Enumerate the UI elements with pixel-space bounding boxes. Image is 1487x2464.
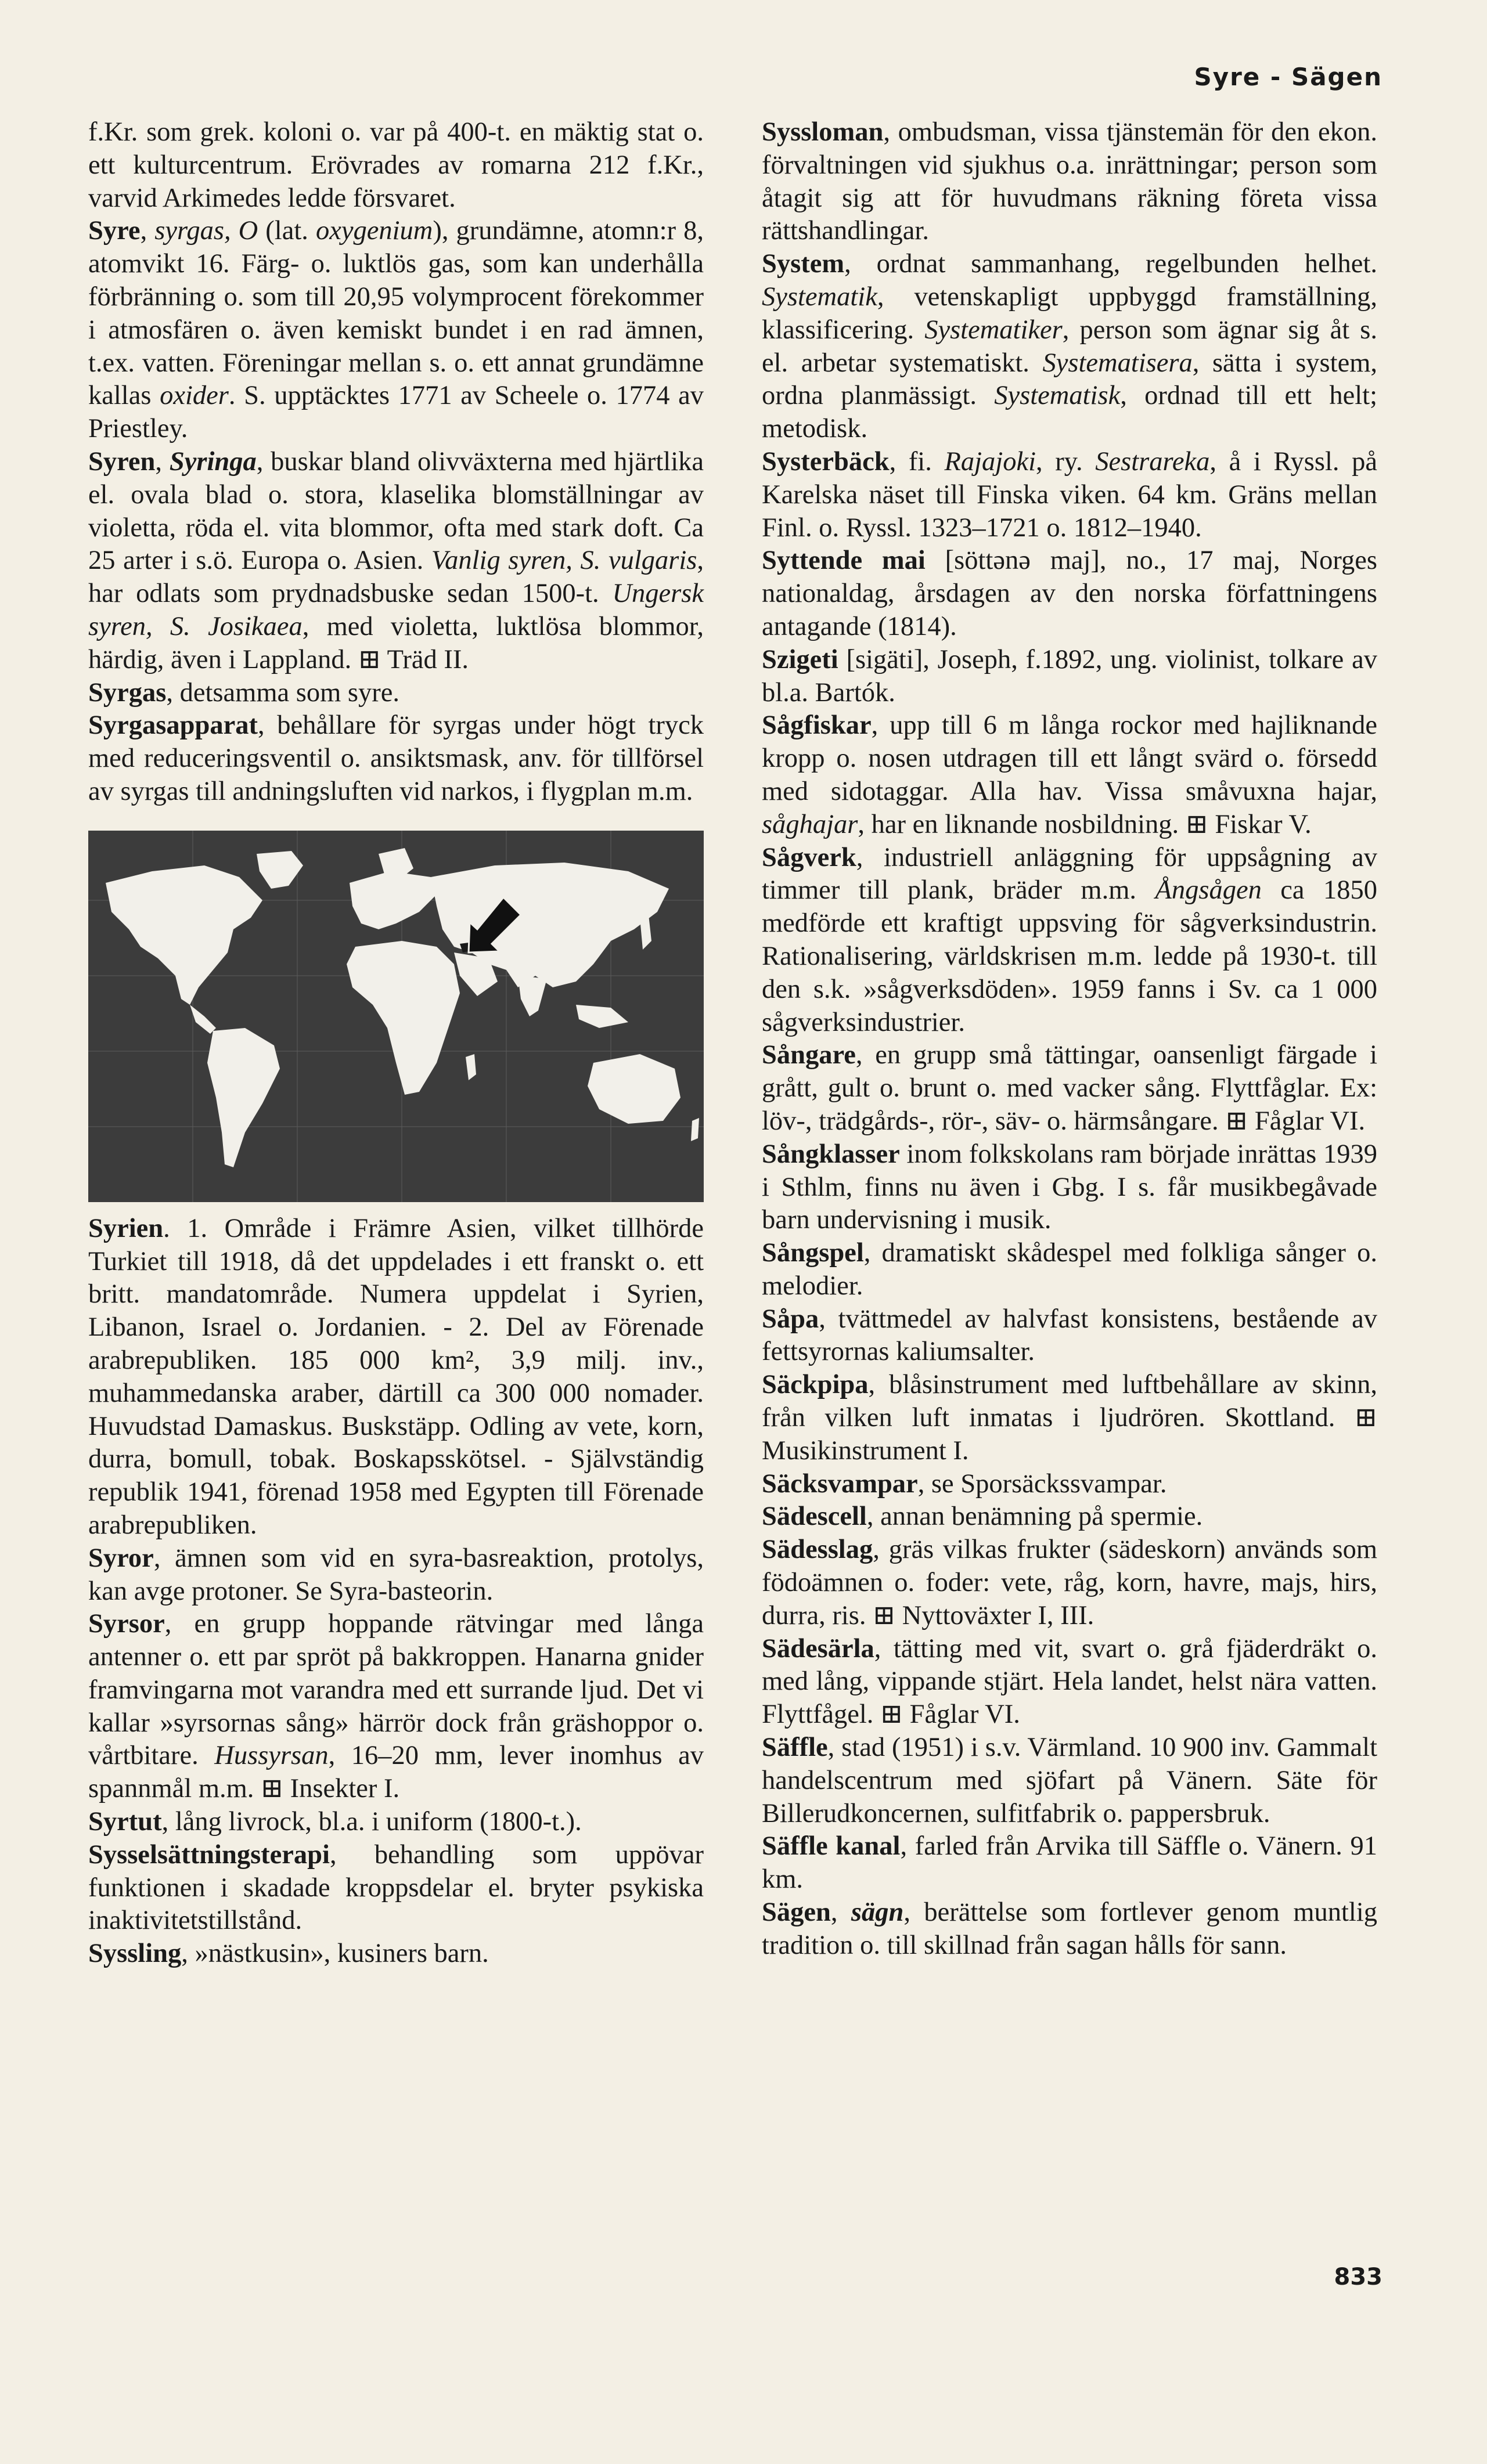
entry-text: f.Kr. som grek. koloni o. var på 400-t. en mäktig stat o. ett kulturcentrum. Erövrades av romarna 212 f.Kr., varvid Arkimedes ledde försvaret. xyxy=(88,117,704,213)
entry-headword: Sångklasser xyxy=(762,1139,900,1169)
entry-headword: Syrtut xyxy=(88,1807,162,1837)
entry-italic-term: Ångsågen xyxy=(1155,875,1262,905)
entry-headword: Systerbäck xyxy=(762,446,890,477)
dictionary-entry xyxy=(88,1542,704,1608)
dictionary-entry xyxy=(88,677,704,710)
dictionary-entry xyxy=(88,215,704,446)
entry-text: ), grundämne, atomn:r 8, atomvikt 16. Färg- o. luktlös gas, som kan underhålla förbränning o. som till 20,95 volymprocent förekommer i atmosfären o. även kemiskt bundet i en rad ämnen, t.ex. vatten. Föreningar mellan s. o. ett annat grundämne kallas xyxy=(88,216,704,411)
entry-headword: Såpa xyxy=(762,1304,819,1334)
entry-text: , xyxy=(155,446,170,477)
entry-text: , sätta i system, ordna planmässigt. xyxy=(762,348,1377,411)
entry-text: , ry. xyxy=(1036,446,1096,477)
dictionary-entry xyxy=(88,1608,704,1806)
dictionary-entry xyxy=(762,1303,1377,1369)
dictionary-entry xyxy=(88,1213,704,1542)
dictionary-entry xyxy=(762,116,1377,248)
entry-italic-term: Hussyrsan xyxy=(214,1741,329,1771)
entry-headword: Syren xyxy=(88,446,156,477)
entry-text: . 1. Område i Främre Asien, vilket tillhörde Turkiet till 1918, då det uppdelades i ett franskt o. ett britt. mandatområde. Numera uppdelat i Syrien, Libanon, Israel o. Jordanien. - 2. Del av Förenade arabrepubliken. 185 000 km², 3,9 milj. inv., muhammedanska araber, därtill ca 300 000 nomader. Huvudstad Damaskus. Buskstäpp. Odling av vete, korn, durra, bomull, tobak. Boskapsskötsel. - Självständig republik 1941, förenad 1958 med Egypten till Förenade arabrepubliken. xyxy=(88,1213,704,1540)
entry-headword: Sädesärla xyxy=(762,1633,874,1664)
entry-headword: Sågverk xyxy=(762,842,856,872)
page-header: Syre - Sägen xyxy=(1194,63,1382,91)
entry-headword: Syrsor xyxy=(88,1609,165,1639)
dictionary-entry xyxy=(762,1896,1377,1962)
page-number: 833 xyxy=(1334,2264,1382,2290)
entry-text: , annan benämning på spermie. xyxy=(866,1502,1203,1532)
entry-text: , se Sporsäckssvampar. xyxy=(917,1469,1167,1499)
entry-text: , dramatiskt skådespel med folkliga sånger o. melodier. xyxy=(762,1238,1377,1301)
entry-text: , med violetta, luktlösa blommor, härdig, även i Lappland. ⊞ Träd II. xyxy=(88,611,704,674)
dictionary-entry xyxy=(88,1839,704,1938)
dictionary-entry xyxy=(88,446,704,677)
entry-text: , har odlats som prydnadsbuske sedan 1500-t. xyxy=(88,546,704,609)
entry-text: , ämnen som vid en syra-basreaktion, protolys, kan avge protoner. Se Syra-basteorin. xyxy=(88,1543,704,1606)
entry-italic-term: Systematisk xyxy=(994,381,1121,411)
entry-headword: Syringa xyxy=(169,446,257,477)
entry-italic-term: Sestrareka xyxy=(1095,446,1210,477)
entry-text: , behandling som uppövar funktionen i skadade kroppsdelar el. bryter psykiska inaktivitetstillstånd. xyxy=(88,1839,704,1936)
entry-text: , ordnat sammanhang, regelbunden helhet. xyxy=(844,249,1377,279)
entry-text: , tätting med vit, svart o. grå fjäderdräkt o. med lång, vippande stjärt. Hela landet, helst nära vatten. Flyttfågel. ⊞ Fåglar VI. xyxy=(762,1633,1377,1730)
entry-text: , behållare för syrgas under högt tryck med reduceringsventil o. ansiktsmask, anv. för tillförsel av syrgas till andningsluften vid narkos, i flygplan m.m. xyxy=(88,710,704,806)
left-column xyxy=(88,116,704,1971)
entry-text: , en grupp små tättingar, oansenligt färgade i grått, gult o. brunt o. med vacker sång. Flyttfåglar. Ex: löv-, trädgårds-, rör-, säv- o. härmsångare. ⊞ Fåglar VI. xyxy=(762,1040,1377,1136)
entry-text: , ombudsman, vissa tjänstemän för den ekon. förvaltningen vid sjukhus o.a. inrättningar; person som åtagit sig att för huvudmans räkning företa vissa rättshandlingar. xyxy=(762,117,1377,246)
entry-headword: sägn xyxy=(851,1897,904,1928)
entry-headword: Säffle kanal xyxy=(762,1831,901,1861)
world-map xyxy=(88,831,704,1202)
entry-text: , »nästkusin», kusiners barn. xyxy=(181,1939,489,1969)
entry-text: , stad (1951) i s.v. Värmland. 10 900 inv. Gammalt handelscentrum med sjöfart på Vänern. Säte för Billerudkoncernen, sulfitfabrik o. pappersbruk. xyxy=(762,1733,1377,1828)
dictionary-entry xyxy=(762,446,1377,544)
entry-text: (lat. xyxy=(258,216,316,246)
entry-text: , lång livrock, bl.a. i uniform (1800-t.). xyxy=(161,1807,582,1837)
entry-text: , detsamma som syre. xyxy=(166,677,399,708)
entry-headword: Syrien xyxy=(88,1213,164,1243)
dictionary-entry xyxy=(762,1138,1377,1237)
entry-text: ca 1850 medförde ett kraftigt uppsving för sågverksindustrin. Rationalisering, världskrisen m.m. ledde på 1930-t. till den s.k. »sågverksdöden». 1959 fanns i Sv. ca 1 000 sågverksindustrier. xyxy=(762,875,1378,1037)
entry-headword: Sägen xyxy=(762,1897,831,1928)
entry-text: . S. upptäcktes 1771 av Scheele o. 1774 av Priestley. xyxy=(88,381,704,444)
dictionary-entry xyxy=(762,1633,1377,1731)
entry-headword: Syssloman xyxy=(762,117,884,147)
entry-headword: Sysselsättningsterapi xyxy=(88,1839,330,1870)
entry-text: , har en liknande nosbildning. ⊞ Fiskar V. xyxy=(858,809,1312,839)
entry-italic-term: syrgas, O xyxy=(154,216,258,246)
entry-italic-term: oxider xyxy=(160,381,229,411)
dictionary-entry xyxy=(762,1500,1377,1534)
entry-text: , xyxy=(140,216,155,246)
entry-headword: Syrgasapparat xyxy=(88,710,258,741)
entry-headword: Syrgas xyxy=(88,677,167,708)
dictionary-entry xyxy=(88,1806,704,1839)
world-map-graphic xyxy=(88,831,704,1202)
entry-text: , å i Ryssl. på Karelska näset till Finska viken. 64 km. Gräns mellan Finl. o. Ryssl. 1323–1721 o. 1812–1940. xyxy=(762,446,1378,543)
dictionary-entry xyxy=(762,1731,1377,1830)
entry-text: , xyxy=(830,1897,851,1928)
entry-italic-term: Systematiker xyxy=(924,315,1063,345)
entry-text: , person som ägnar sig åt s. el. arbetar systematiskt. xyxy=(762,315,1377,378)
dictionary-entry xyxy=(88,116,704,215)
entry-headword: Szigeti xyxy=(762,644,838,674)
entry-text: , vetenskapligt uppbyggd framställning, klassificering. xyxy=(762,282,1377,345)
entry-text: , ordnad till ett helt; metodisk. xyxy=(762,381,1377,444)
entry-headword: Sågfiskar xyxy=(762,710,872,741)
dictionary-entry xyxy=(762,1830,1377,1896)
entry-italic-term: oxygenium xyxy=(315,216,433,246)
entry-headword: Säffle xyxy=(762,1733,828,1763)
entry-text: , gräs vilkas frukter (sädeskorn) används som födoämnen o. foder: vete, råg, korn, havre, majs, hirs, durra, ris. ⊞ Nyttoväxter I, III. xyxy=(762,1535,1377,1630)
dictionary-entry xyxy=(762,1369,1377,1467)
entry-headword: Syttende mai xyxy=(762,546,926,576)
entry-italic-term: Systematisera xyxy=(1042,348,1193,378)
dictionary-entry xyxy=(762,544,1377,643)
entry-italic-term: Ungersk syren, S. Josikaea xyxy=(88,579,704,641)
entry-text: , upp till 6 m långa rockor med hajliknande kropp o. nosen utdragen till ett långt svärd o. försedd med sidotaggar. Alla hav. Vissa småvuxna hajar, xyxy=(762,710,1377,806)
entry-italic-term: Vanlig syren, S. vulgaris xyxy=(431,546,697,576)
entry-text: , tvättmedel av halvfast konsistens, bestående av fettsyrornas kaliumsalter. xyxy=(762,1304,1377,1367)
dictionary-entry xyxy=(762,1237,1377,1303)
entry-italic-term: Systematik xyxy=(762,282,877,312)
entry-text: , industriell anläggning för uppsågning av timmer till plank, bräder m.m. xyxy=(762,842,1377,905)
entry-headword: Sädesslag xyxy=(762,1535,873,1565)
dictionary-entry xyxy=(88,709,704,808)
entry-headword: System xyxy=(762,249,845,279)
entry-italic-term: Rajajoki xyxy=(944,446,1036,477)
entry-text: , en grupp hoppande rätvingar med långa antenner o. ett par spröt på bakkroppen. Hanarna gnider framvingarna mot varandra med ett surrande ljud. Det vi kallar »syrsornas sång» härrör dock från gräshoppor o. vårtbitare. xyxy=(88,1609,704,1771)
entry-headword: Säckpipa xyxy=(762,1370,869,1400)
entry-headword: Syror xyxy=(88,1543,154,1573)
dictionary-entry xyxy=(762,1039,1377,1138)
entry-text: , buskar bland olivväxterna med hjärtlika el. ovala blad o. stora, klaselika blomställningar av violetta, röda el. vita blommor, ofta med stark doft. Ca 25 arter i s.ö. Europa o. Asien. xyxy=(88,446,704,576)
entry-text: , blåsinstrument med luftbehållare av skinn, från vilken luft inmatas i ljudrören. Skottland. ⊞ Musikinstrument I. xyxy=(762,1370,1377,1466)
entry-text: , farled från Arvika till Säffle o. Vänern. 91 km. xyxy=(762,1831,1377,1895)
entry-text: , fi. xyxy=(889,446,945,477)
dictionary-entry xyxy=(762,1468,1377,1501)
entry-headword: Sångare xyxy=(762,1040,856,1070)
entry-text: [sigäti], Joseph, f.1892, ung. violinist, tolkare av bl.a. Bartók. xyxy=(762,644,1377,708)
entry-text: , 16–20 mm, lever inomhus av spannmål m.m. ⊞ Insekter I. xyxy=(88,1741,704,1804)
dictionary-entry xyxy=(762,1534,1377,1632)
dictionary-entry xyxy=(762,248,1377,446)
entry-headword: Sångspel xyxy=(762,1238,864,1268)
dictionary-entry xyxy=(762,644,1377,710)
right-column xyxy=(762,116,1377,1962)
entry-text: inom folkskolans ram började inrättas 1939 i Sthlm, finns nu även i Gbg. I s. får musikbegåvade barn undervisning i musik. xyxy=(762,1139,1377,1235)
entry-headword: Syre xyxy=(88,216,141,246)
entry-text: , berättelse som fortlever genom muntlig tradition o. till skillnad från sagan hålls för sann. xyxy=(762,1897,1377,1960)
dictionary-entry xyxy=(762,709,1377,841)
entry-headword: Säcksvampar xyxy=(762,1469,918,1499)
entry-headword: Sädescell xyxy=(762,1502,867,1532)
dictionary-entry xyxy=(88,1938,704,1971)
dictionary-entry xyxy=(762,842,1377,1040)
entry-text: [söttənə maj], no., 17 maj, Norges nationaldag, årsdagen av den norska författningens antagande (1814). xyxy=(762,546,1377,641)
entry-italic-term: såghajar xyxy=(762,809,858,839)
entry-headword: Syssling xyxy=(88,1939,182,1969)
